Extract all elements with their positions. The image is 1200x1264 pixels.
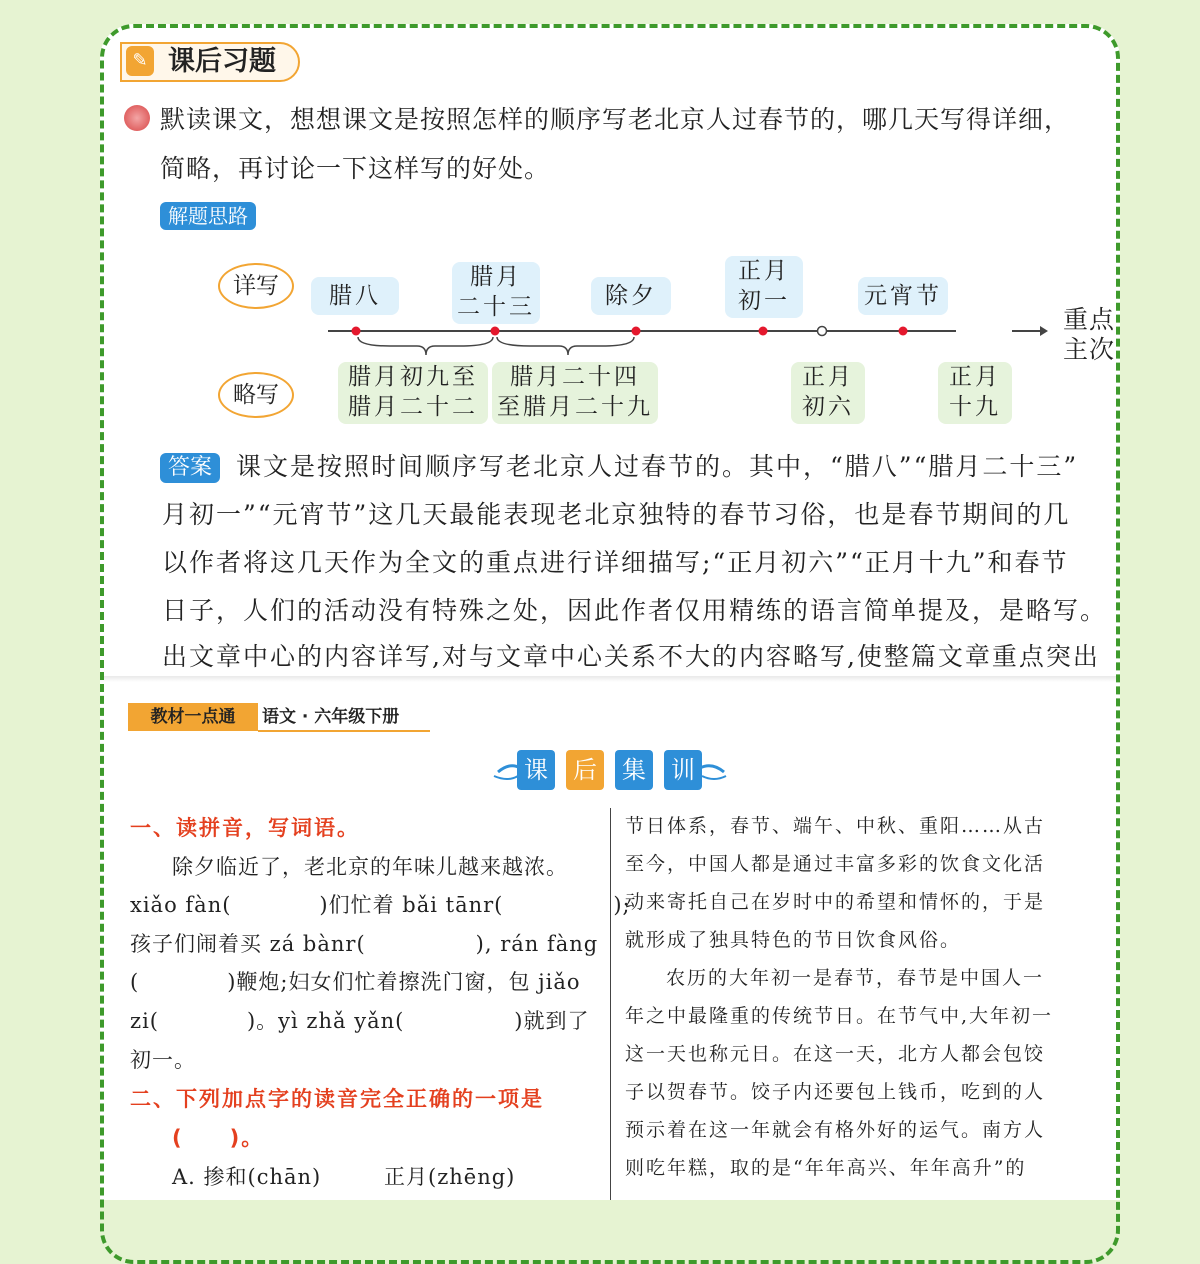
exercise-1-heading: 一、读拼音，写词语。 xyxy=(130,816,360,840)
page-divider xyxy=(100,676,1120,682)
side-label-1: 重点 xyxy=(1063,305,1116,334)
answer-line: 日子，人们的活动没有特殊之处，因此作者仅用精练的语言简单提及，是略写。 xyxy=(162,596,1108,625)
brief-node: 正月 初六 xyxy=(791,362,865,424)
answer-line: 课文是按照时间顺序写老北京人过春节的。其中，“腊八”“腊月二十三” xyxy=(236,452,1079,481)
right-text-line: 子以贺春节。饺子内还要包上钱币，吃到的人 xyxy=(625,1081,1046,1103)
right-text-line: 就形成了独具特色的节日饮食风俗。 xyxy=(625,929,962,951)
exercise-line: xiǎo fàn( )们忙着 bǎi tānr( ); xyxy=(130,893,631,917)
right-text-line: 动来寄托自己在岁时中的希望和情怀的，于是 xyxy=(625,891,1046,913)
detail-node: 除夕 xyxy=(591,277,671,315)
exercise-2-option-a-second: 正月(zhēng) xyxy=(384,1165,516,1189)
practice-title-char: 训 xyxy=(664,750,702,790)
answer-line: 以作者将这几天作为全文的重点进行详细描写;“正月初六”“正月十九”和春节 xyxy=(162,548,1069,577)
right-text-line: 至今，中国人都是通过丰富多彩的饮食文化活 xyxy=(625,853,1046,875)
exercise-line: ( )鞭炮;妇女们忙着擦洗门窗，包 jiǎo xyxy=(130,970,581,994)
right-text-line: 农历的大年初一是春节，春节是中国人一 xyxy=(645,967,1045,989)
brief-node: 正月 十九 xyxy=(938,362,1012,424)
timeline-axis xyxy=(300,315,1120,367)
right-text-line: 预示着在这一年就会有格外好的运气。南方人 xyxy=(625,1119,1046,1141)
right-text-line: 节日体系，春节、端午、中秋、重阳……从古 xyxy=(625,815,1046,837)
right-text-line: 年之中最隆重的传统节日。在节气中,大年初一 xyxy=(625,1005,1054,1027)
brief-node: 腊月初九至 腊月二十二 xyxy=(338,362,488,424)
exercise-2-answer-blank: ( )。 xyxy=(172,1126,265,1150)
exercise-line: 初一。 xyxy=(130,1048,196,1072)
detail-node: 腊八 xyxy=(311,277,399,315)
book-bar-underline xyxy=(258,730,430,732)
answer-block xyxy=(100,444,1120,676)
detail-node: 腊月 二十三 xyxy=(452,262,540,324)
question-line-2: 简略，再讨论一下这样写的好处。 xyxy=(160,154,551,183)
answer-line: 出文章中心的内容详写,对与文章中心关系不大的内容略写,使整篇文章重点突出 xyxy=(162,642,1100,671)
question-line-1: 默读课文，想想课文是按照怎样的顺序写老北京人过春节的，哪几天写得详细， xyxy=(160,105,1071,134)
detail-label: 详写 xyxy=(218,263,294,309)
detail-node: 元宵节 xyxy=(858,277,948,315)
column-divider xyxy=(610,808,611,1200)
practice-title-char: 课 xyxy=(517,750,555,790)
practice-title-char: 后 xyxy=(566,750,604,790)
section-title: 课后习题 xyxy=(168,46,276,77)
side-label-2: 主次 xyxy=(1063,335,1116,364)
exercise-line: 除夕临近了，老北京的年味儿越来越浓。 xyxy=(172,855,568,879)
answer-tag: 答案 xyxy=(160,453,220,483)
exercise-2-heading: 二、下列加点字的读音完全正确的一项是 xyxy=(130,1087,544,1111)
hint-tag: 解题思路 xyxy=(160,202,256,230)
exercise-line: 孩子们闹着买 zá bànr( ), rán fàng xyxy=(130,932,599,956)
book-subject-label: 语文 · 六年级下册 xyxy=(262,707,400,727)
answer-line: 月初一”“元宵节”这几天最能表现老北京独特的春节习俗，也是春节期间的几 xyxy=(162,500,1071,529)
right-text-line: 则吃年糕，取的是“年年高兴、年年高升”的 xyxy=(625,1157,1027,1179)
brief-node: 腊月二十四 至腊月二十九 xyxy=(492,362,658,424)
yarn-ball-icon xyxy=(124,105,150,131)
detail-node: 正月 初一 xyxy=(725,256,803,318)
exercise-line: zi( )。yì zhǎ yǎn( )就到了 xyxy=(130,1009,590,1033)
exercise-2-option-a: A. 掺和(chān) xyxy=(172,1165,322,1189)
brief-label: 略写 xyxy=(218,372,294,418)
book-series-label: 教材一点通 xyxy=(128,703,258,731)
practice-title-char: 集 xyxy=(615,750,653,790)
right-text-line: 这一天也称元日。在这一天，北方人都会包饺 xyxy=(625,1043,1046,1065)
pencil-icon: ✎ xyxy=(126,46,154,76)
